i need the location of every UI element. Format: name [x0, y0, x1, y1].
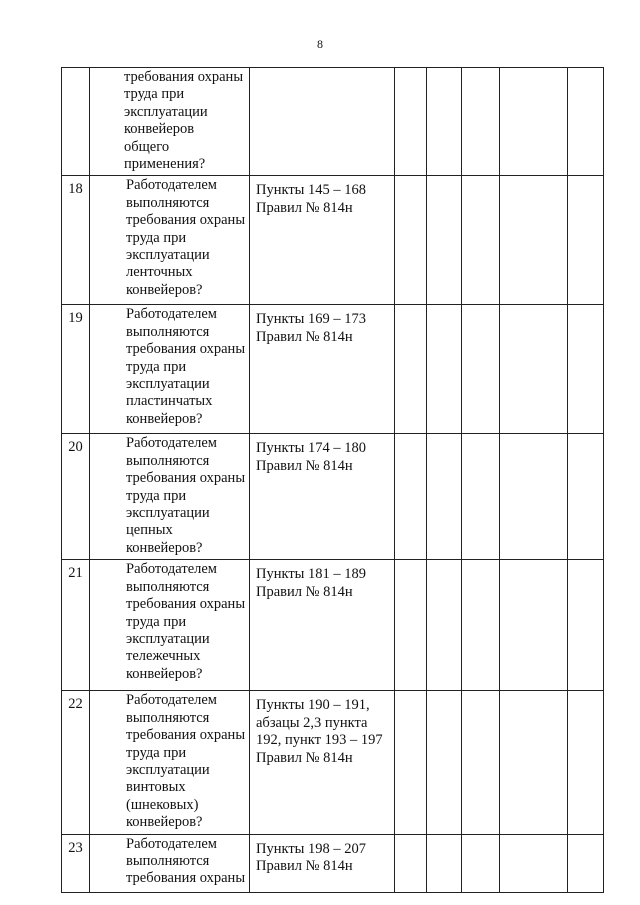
answer-yes-cell[interactable]: [395, 176, 427, 305]
reference-cell: Пункты 190 – 191, абзацы 2,3 пункта 192, пункт 193 – 197 Правил № 814н: [250, 691, 395, 834]
answer-na-cell[interactable]: [462, 176, 500, 305]
answer-na-cell[interactable]: [462, 305, 500, 434]
table-row: [62, 691, 604, 834]
notes-cell[interactable]: [568, 68, 604, 176]
details-cell[interactable]: [500, 305, 568, 434]
checklist-table: [61, 67, 604, 893]
answer-no-cell[interactable]: [427, 560, 462, 691]
table-row: [62, 176, 604, 305]
table-row: [62, 834, 604, 892]
answer-no-cell[interactable]: [427, 305, 462, 434]
notes-cell[interactable]: [568, 691, 604, 834]
answer-na-cell[interactable]: [462, 434, 500, 560]
row-number: 19: [62, 305, 90, 434]
reference-cell: Пункты 181 – 189 Правил № 814н: [250, 560, 395, 691]
details-cell[interactable]: [500, 834, 568, 892]
question-cell: Работодателем выполняются требования охраны труда при эксплуатации пластинчатых конвейеров?: [90, 305, 250, 434]
details-cell[interactable]: [500, 176, 568, 305]
notes-cell[interactable]: [568, 176, 604, 305]
table-row: [62, 434, 604, 560]
table-row: [62, 68, 604, 176]
reference-cell: Пункты 145 – 168 Правил № 814н: [250, 176, 395, 305]
page-number: 8: [317, 37, 323, 51]
answer-yes-cell[interactable]: [395, 834, 427, 892]
answer-yes-cell[interactable]: [395, 68, 427, 176]
answer-yes-cell[interactable]: [395, 305, 427, 434]
details-cell[interactable]: [500, 434, 568, 560]
answer-yes-cell[interactable]: [395, 434, 427, 560]
details-cell[interactable]: [500, 691, 568, 834]
details-cell[interactable]: [500, 68, 568, 176]
answer-yes-cell[interactable]: [395, 691, 427, 834]
answer-na-cell[interactable]: [462, 834, 500, 892]
answer-no-cell[interactable]: [427, 176, 462, 305]
notes-cell[interactable]: [568, 560, 604, 691]
row-number: 20: [62, 434, 90, 560]
row-number: 23: [62, 834, 90, 892]
question-cell: Работодателем выполняются требования охраны труда при эксплуатации цепных конвейеров?: [90, 434, 250, 560]
row-number: 22: [62, 691, 90, 834]
answer-no-cell[interactable]: [427, 68, 462, 176]
row-number: [62, 68, 90, 176]
answer-no-cell[interactable]: [427, 834, 462, 892]
notes-cell[interactable]: [568, 434, 604, 560]
reference-cell: Пункты 174 – 180 Правил № 814н: [250, 434, 395, 560]
notes-cell[interactable]: [568, 834, 604, 892]
details-cell[interactable]: [500, 560, 568, 691]
reference-cell: [250, 68, 395, 176]
question-cell: Работодателем выполняются требования охраны: [90, 834, 250, 892]
answer-no-cell[interactable]: [427, 434, 462, 560]
question-cell: Работодателем выполняются требования охраны труда при эксплуатации винтовых (шнековых) конвейеров?: [90, 691, 250, 834]
question-cell: Работодателем выполняются требования охраны труда при эксплуатации тележечных конвейеров?: [90, 560, 250, 691]
answer-na-cell[interactable]: [462, 691, 500, 834]
answer-yes-cell[interactable]: [395, 560, 427, 691]
row-number: 21: [62, 560, 90, 691]
answer-na-cell[interactable]: [462, 68, 500, 176]
question-cell: Работодателем выполняются требования охраны труда при эксплуатации ленточных конвейеров?: [90, 176, 250, 305]
reference-cell: Пункты 169 – 173 Правил № 814н: [250, 305, 395, 434]
answer-no-cell[interactable]: [427, 691, 462, 834]
row-number: 18: [62, 176, 90, 305]
table-row: [62, 560, 604, 691]
notes-cell[interactable]: [568, 305, 604, 434]
reference-cell: Пункты 198 – 207 Правил № 814н: [250, 834, 395, 892]
table-row: [62, 305, 604, 434]
question-cell: требования охраны труда при эксплуатации конвейеров общего применения?: [90, 68, 250, 176]
answer-na-cell[interactable]: [462, 560, 500, 691]
